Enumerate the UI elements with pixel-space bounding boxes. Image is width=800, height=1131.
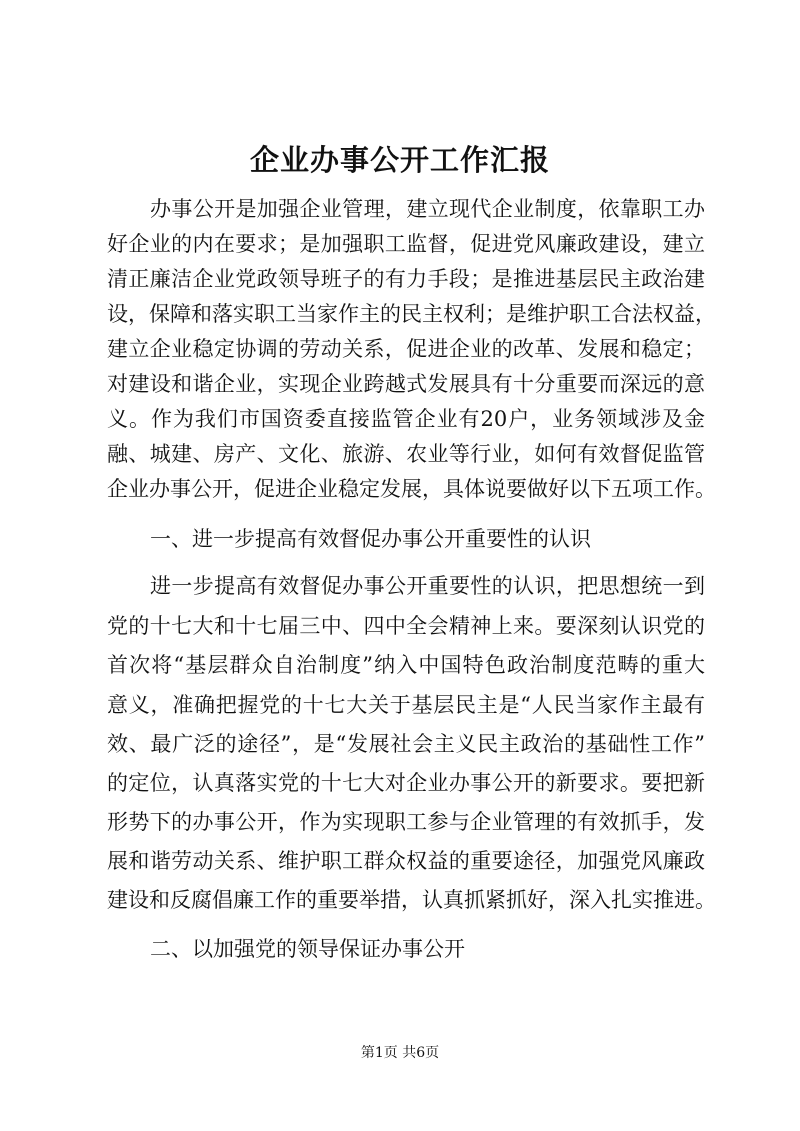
document-title: 企业办事公开工作汇报 <box>249 143 550 177</box>
paragraph-line: 建立企业稳定协调的劳动关系，促进企业的改革、发展和稳定； <box>107 337 705 361</box>
page-number: 第1页 共6页 <box>360 1045 440 1061</box>
paragraph-line: 进一步提高有效督促办事公开重要性的认识，把思想统一到 <box>150 574 705 598</box>
paragraph-line: 办事公开是加强企业管理，建立现代企业制度，依靠职工办 <box>150 197 705 221</box>
paragraph-line: 展和谐劳动关系、维护职工群众权益的重要途径，加强党风廉政 <box>107 849 705 873</box>
section-heading: 二、以加强党的领导保证办事公开 <box>150 937 465 961</box>
paragraph-line: 清正廉洁企业党政领导班子的有力手段；是推进基层民主政治建 <box>107 267 705 291</box>
paragraph-line: 企业办事公开，促进企业稳定发展，具体说要做好以下五项工作。 <box>107 477 716 501</box>
paragraph-line: 设，保障和落实职工当家作主的民主权利；是维护职工合法权益， <box>107 302 716 326</box>
paragraph-line: 融、城建、房产、文化、旅游、农业等行业，如何有效督促监管 <box>107 442 705 466</box>
paragraph-line: 效、最广泛的途径”，是“发展社会主义民主政治的基础性工作” <box>107 732 705 756</box>
paragraph-line: 对建设和谐企业，实现企业跨越式发展具有十分重要而深远的意 <box>107 372 705 396</box>
paragraph-line: 形势下的办事公开，作为实现职工参与企业管理的有效抓手，发 <box>107 810 705 834</box>
paragraph-line: 义。作为我们市国资委直接监管企业有20户，业务领域涉及金 <box>107 407 705 431</box>
section-heading: 一、进一步提高有效督促办事公开重要性的认识 <box>150 527 591 551</box>
paragraph-line: 好企业的内在要求；是加强职工监督，促进党风廉政建设，建立 <box>107 232 705 256</box>
paragraph-line: 首次将“基层群众自治制度”纳入中国特色政治制度范畴的重大 <box>107 653 705 677</box>
paragraph-line: 意义，准确把握党的十七大关于基层民主是“人民当家作主最有 <box>107 693 705 717</box>
paragraph-line: 建设和反腐倡廉工作的重要举措，认真抓紧抓好，深入扎实推进。 <box>107 888 716 912</box>
paragraph-line: 党的十七大和十七届三中、四中全会精神上来。要深刻认识党的 <box>107 614 705 638</box>
paragraph-line: 的定位，认真落实党的十七大对企业办事公开的新要求。要把新 <box>107 771 705 795</box>
